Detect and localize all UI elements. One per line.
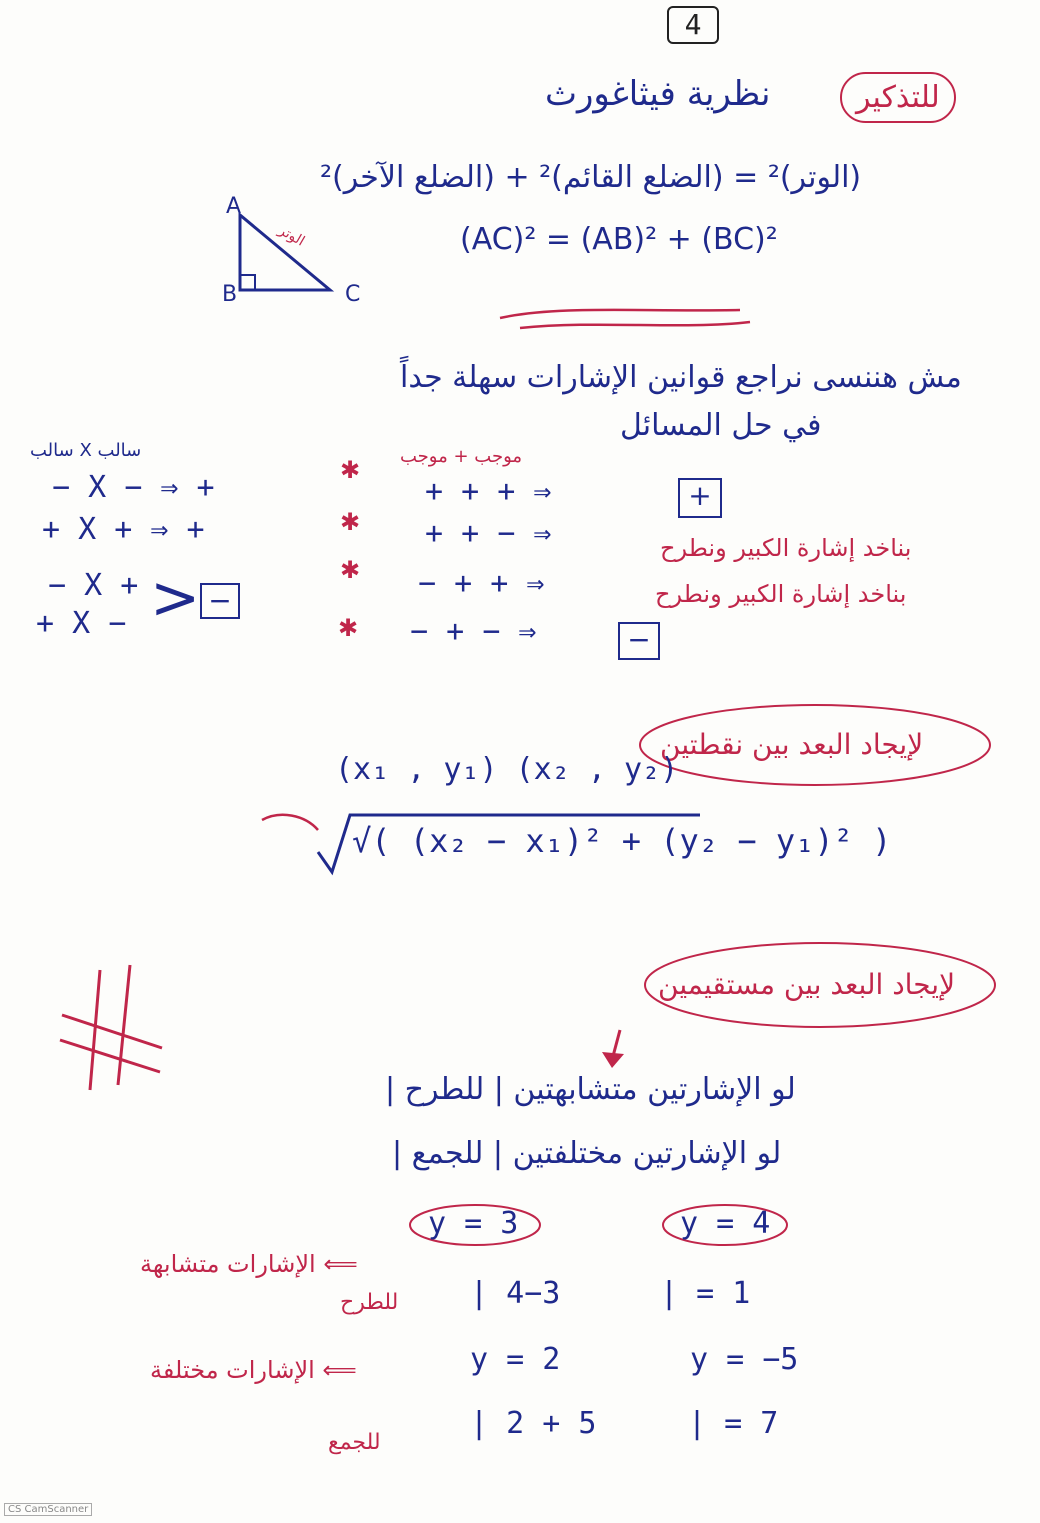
page-title: نظرية فيثاغورث xyxy=(545,74,771,114)
example2-right: y = −5 xyxy=(690,1342,799,1377)
add-row-4-expr: − + − ⇒ xyxy=(410,614,537,649)
triangle-vertex-c: C xyxy=(345,282,361,307)
rule-same-signs: لو الإشارتين متشابهتين | للطرح | xyxy=(385,1072,796,1107)
down-arrow-icon xyxy=(602,1052,624,1068)
mult-row-1: − X − ⇒ + xyxy=(52,470,215,505)
example1-result: | = 1 xyxy=(660,1276,751,1311)
add-row-2-expr: + + − ⇒ xyxy=(425,516,552,551)
mult-header: سالب X سالب xyxy=(30,440,142,461)
example2-calc: | 2 + 5 xyxy=(470,1406,597,1441)
rule-diff-signs: لو الإشارتين مختلفتين | للجمع | xyxy=(392,1136,782,1171)
mult-negative-result: − xyxy=(200,583,240,619)
pythagoras-symbolic-formula: (AC)² = (AB)² + (BC)² xyxy=(460,222,778,257)
mult-row-2: + X + ⇒ + xyxy=(42,512,205,547)
hypotenuse-label: الوتر xyxy=(275,222,308,250)
example1-right: y = 4 xyxy=(680,1206,771,1241)
triangle-vertex-a: A xyxy=(226,194,242,219)
page-number: 4 xyxy=(667,6,719,44)
add-row-1-result: + xyxy=(678,478,722,518)
distance-formula: √( (x₂ − x₁)² + (y₂ − y₁)² ) xyxy=(352,822,892,860)
add-row-2-note: بناخد إشارة الكبير ونطرح xyxy=(660,534,912,562)
add-row-1-bullet: ✱ xyxy=(340,456,361,484)
divider-squiggle xyxy=(500,310,750,328)
signs-intro-line2: في حل المسائل xyxy=(620,408,822,443)
add-row-3-bullet: ✱ xyxy=(340,556,361,584)
add-header: موجب + موجب xyxy=(400,446,523,467)
example1-note: ⟸ الإشارات متشابهة xyxy=(140,1250,358,1278)
example2-note: ⟸ الإشارات مختلفة xyxy=(150,1356,357,1384)
distance-bubble-text: لإيجاد البعد بين نقطتين xyxy=(660,728,924,761)
example2-result: | = 7 xyxy=(688,1406,779,1441)
mult-bracket: > xyxy=(150,563,201,633)
example1-sub: للطرح xyxy=(340,1290,399,1315)
mult-row-3: − X + xyxy=(48,568,139,603)
triangle-vertex-b: B xyxy=(222,282,238,307)
signs-intro-line1: مش هننسى نراجع قوانين الإشارات سهلة جداً xyxy=(400,360,962,395)
mult-row-4: + X − xyxy=(36,606,127,641)
hash-mark-icon xyxy=(60,965,162,1090)
pointer-arrow-icon xyxy=(262,815,318,830)
example1-calc: | 4−3 xyxy=(470,1276,561,1311)
add-row-3-note: بناخد إشارة الكبير ونطرح xyxy=(655,580,907,608)
add-row-4-bullet: ✱ xyxy=(338,614,359,642)
example1-left: y = 3 xyxy=(428,1206,519,1241)
add-row-4-result: − xyxy=(618,622,660,660)
lines-bubble-text: لإيجاد البعد بين مستقيمين xyxy=(658,968,956,1001)
example2-sub: للجمع xyxy=(328,1430,381,1455)
pythagoras-arabic-formula: (الوتر)² = (الضلع القائم)² + (الضلع الآخر)² xyxy=(320,160,862,195)
add-row-1-expr: + + + ⇒ xyxy=(425,474,552,509)
reminder-label: للتذكير xyxy=(840,72,956,123)
scanner-watermark: CS CamScanner xyxy=(4,1503,92,1516)
example2-left: y = 2 xyxy=(470,1342,561,1377)
distance-points: (x₁ , y₁) (x₂ , y₂) xyxy=(335,752,679,787)
add-row-2-bullet: ✱ xyxy=(340,508,361,536)
add-row-3-expr: − + + ⇒ xyxy=(418,566,545,601)
